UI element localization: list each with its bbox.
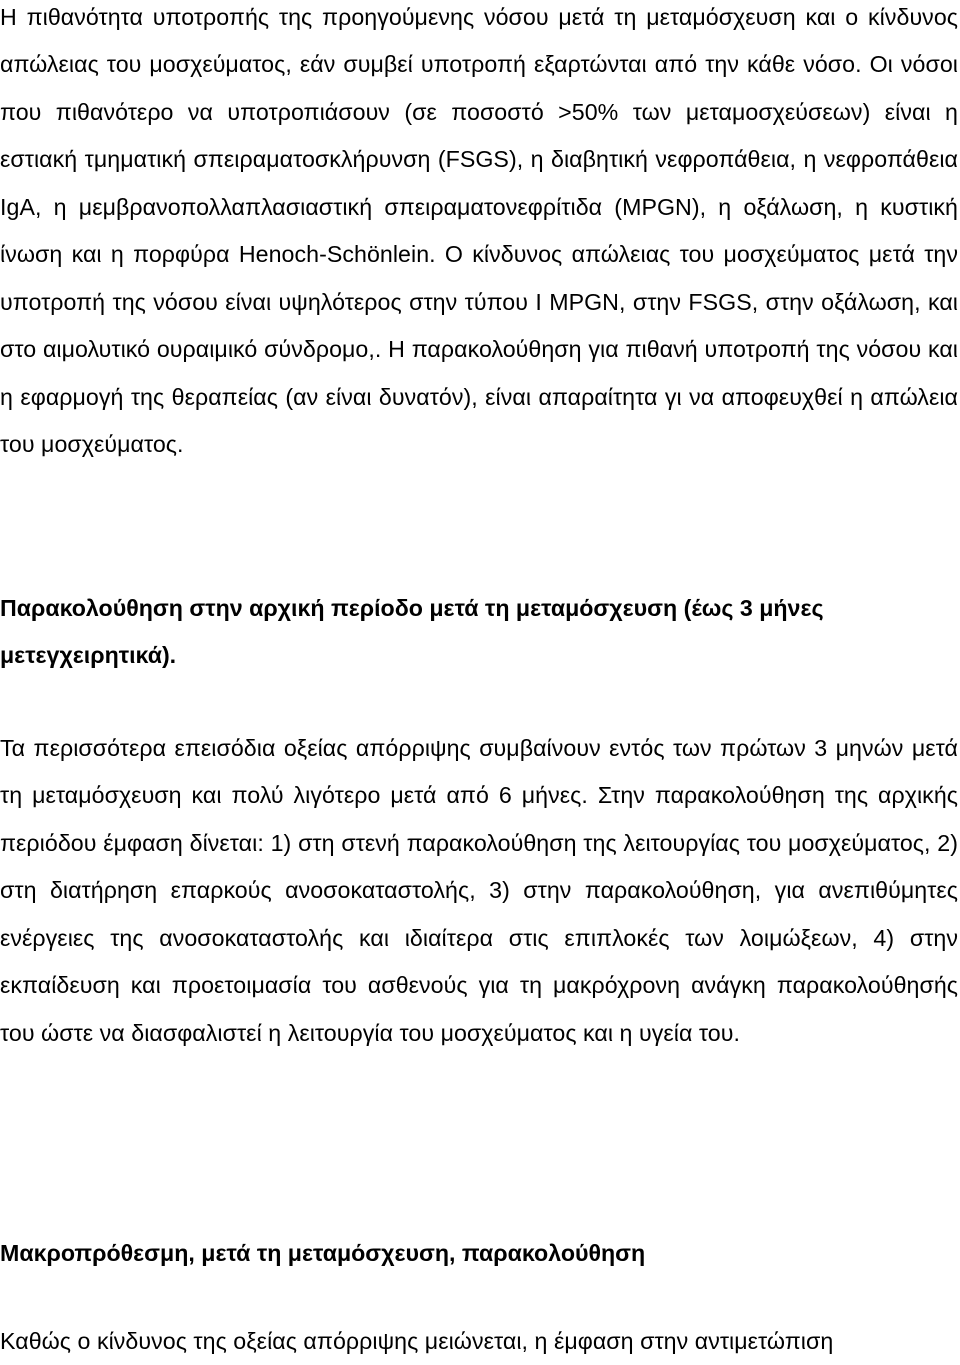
paragraph-early-followup: Τα περισσότερα επεισόδια οξείας απόρριψης συμβαίνουν εντός των πρώτων 3 μηνών μετά τη μεταμόσχευση και πολύ λιγότερο μετά από 6 μήνες. Στην παρακολούθηση της αρχικής περιόδου έμφαση δίνεται: 1) στη στενή παρακολούθηση της λειτουργίας του μοσχεύματος, 2) στη διατήρηση επαρκούς ανοσοκαταστολής, 3) στην παρακολούθηση, για ανεπιθύμητες ενέργειες της ανοσοκαταστολής και ιδιαίτερα στις επιπλοκές των λοιμώξεων, 4) στην εκπαίδευση και προετοιμασία του ασθενούς για τη μακρόχρονη ανάγκη παρακολούθησής του ώστε να διασφαλιστεί η λειτουργία του μοσχεύματος και η υγεία του. <box>0 735 958 1046</box>
paragraph-recurrence-risk: Η πιθανότητα υποτροπής της προηγούμενης νόσου μετά τη μεταμόσχευση και ο κίνδυνος απώλειας του μοσχεύματος, εάν συμβεί υποτροπή εξαρτώνται από την κάθε νόσο. Οι νόσοι που πιθανότερο να υποτροπιάσουν (σε ποσοστό >50% των μεταμοσχεύσεων) είναι η εστιακή τμηματική σπειραματοσκλήρυνση (FSGS), η διαβητική νεφροπάθεια, η νεφροπάθεια IgA, η μεμβρανοπολλαπλασιαστική σπειραματονεφρίτιδα (MPGN), η οξάλωση, η κυστική ίνωση και η πορφύρα Henoch-Schönlein. Ο κίνδυνος απώλειας του μοσχεύματος μετά την υποτροπή της νόσου είναι υψηλότερος στην τύπου I MPGN, στην FSGS, στην οξάλωση, και στο αιμολυτικό ουραιμικό σύνδρομο,. Η παρακολούθηση για πιθανή υποτροπή της νόσου και η εφαρμογή της θεραπείας (αν είναι δυνατόν), είναι απαραίτητα γι να αποφευχθεί η απώλεια του μοσχεύματος. <box>0 4 958 458</box>
heading-long-term-followup: Μακροπρόθεσμη, μετά τη μεταμόσχευση, παρακολούθηση <box>0 1240 646 1266</box>
paragraph-long-term-followup: Καθώς ο κίνδυνος της οξείας απόρριψης μειώνεται, η έμφαση στην αντιμετώπιση <box>0 1328 834 1354</box>
heading-early-followup: Παρακολούθηση στην αρχική περίοδο μετά τη μεταμόσχευση (έως 3 μήνες μετεγχειρητικά). <box>0 595 824 669</box>
